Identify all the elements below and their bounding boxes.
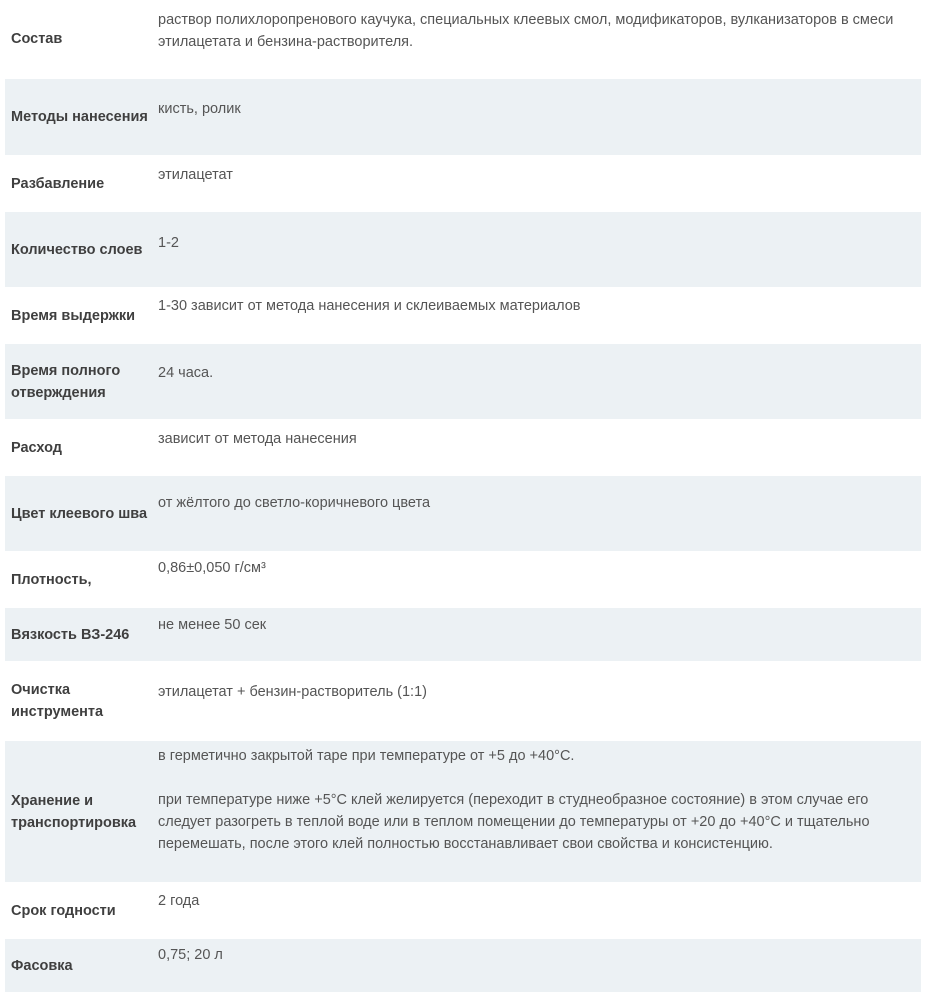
- table-row: [5, 741, 921, 884]
- table-row: [5, 289, 921, 344]
- row-value-paragraph: при температуре ниже +5°С клей желируется (переходит в студнеобразное состояние) в этом случае его следует разогреть в теплой воде или в теплом помещении до температуры от +20 до +40°С и тщательно перемешать, после этого клей полностью восстанавливает свои свойства и консистенцию.: [158, 792, 870, 852]
- row-value: [158, 79, 921, 155]
- row-value: [158, 741, 921, 882]
- row-label: Количество слоев: [11, 241, 143, 258]
- row-label: Срок годности: [11, 902, 116, 919]
- row-value: [158, 553, 921, 606]
- row-value-paragraph: в герметично закрытой таре при температуре от +5 до +40°С.: [158, 748, 575, 764]
- row-label: Время выдержки: [11, 307, 136, 324]
- table-row: [5, 663, 921, 741]
- table-row: [5, 553, 921, 608]
- row-value-paragraph: этилацетат + бензин-растворитель (1:1): [158, 684, 427, 700]
- row-value: [158, 939, 921, 992]
- row-value: [158, 289, 921, 342]
- table-row: [5, 939, 921, 994]
- row-label: Плотность,: [11, 571, 92, 588]
- table-row: [5, 79, 921, 157]
- row-label: Вязкость ВЗ-246: [11, 626, 130, 643]
- row-value: [158, 608, 921, 661]
- table-row: [5, 344, 921, 421]
- row-label: Фасовка: [11, 957, 73, 974]
- row-value-paragraph: 0,75; 20 л: [158, 947, 223, 963]
- row-label: Методы нанесения: [11, 109, 148, 125]
- row-value-paragraph: 24 часа.: [158, 365, 214, 381]
- row-value: [158, 157, 921, 210]
- row-label: Очистка инструмента: [11, 682, 104, 720]
- row-value-paragraph: зависит от метода нанесения: [158, 431, 357, 447]
- row-label: Время полного отверждения: [11, 362, 121, 401]
- row-value-paragraph: от жёлтого до светло-коричневого цвета: [158, 495, 431, 511]
- table-row: [5, 157, 921, 212]
- row-value-paragraph: 1-30 зависит от метода нанесения и склеиваемых материалов: [158, 298, 581, 314]
- row-value-paragraph: 2 года: [158, 893, 200, 909]
- table-row: [5, 884, 921, 939]
- row-value-paragraph: не менее 50 сек: [158, 617, 267, 633]
- row-value: [158, 663, 921, 739]
- row-value: [158, 0, 921, 77]
- row-value: [158, 476, 921, 551]
- row-label: Разбавление: [11, 175, 105, 192]
- row-value-paragraph: кисть, ролик: [158, 101, 241, 117]
- table-row: [5, 421, 921, 476]
- table-row: [5, 608, 921, 663]
- table-row: [5, 212, 921, 289]
- spec-table: [5, 0, 921, 994]
- row-value: [158, 421, 921, 474]
- row-value-paragraph: раствор полихлоропренового каучука, специальных клеевых смол, модификаторов, вулканизаторов в смеси этилацетата и бензина-растворителя.: [158, 12, 894, 50]
- row-label: Хранение и транспортировка: [11, 792, 137, 831]
- row-value-paragraph: 0,86±0,050 г/см³: [158, 560, 266, 576]
- row-label: Расход: [11, 439, 62, 456]
- row-label: Цвет клеевого шва: [11, 505, 148, 522]
- table-row: [5, 476, 921, 553]
- row-value: [158, 212, 921, 287]
- table-row: [5, 0, 921, 79]
- row-value-paragraph: 1-2: [158, 235, 179, 251]
- row-value-paragraph: этилацетат: [158, 167, 233, 183]
- row-label: Состав: [11, 30, 63, 47]
- row-value: [158, 344, 921, 419]
- row-value: [158, 884, 921, 937]
